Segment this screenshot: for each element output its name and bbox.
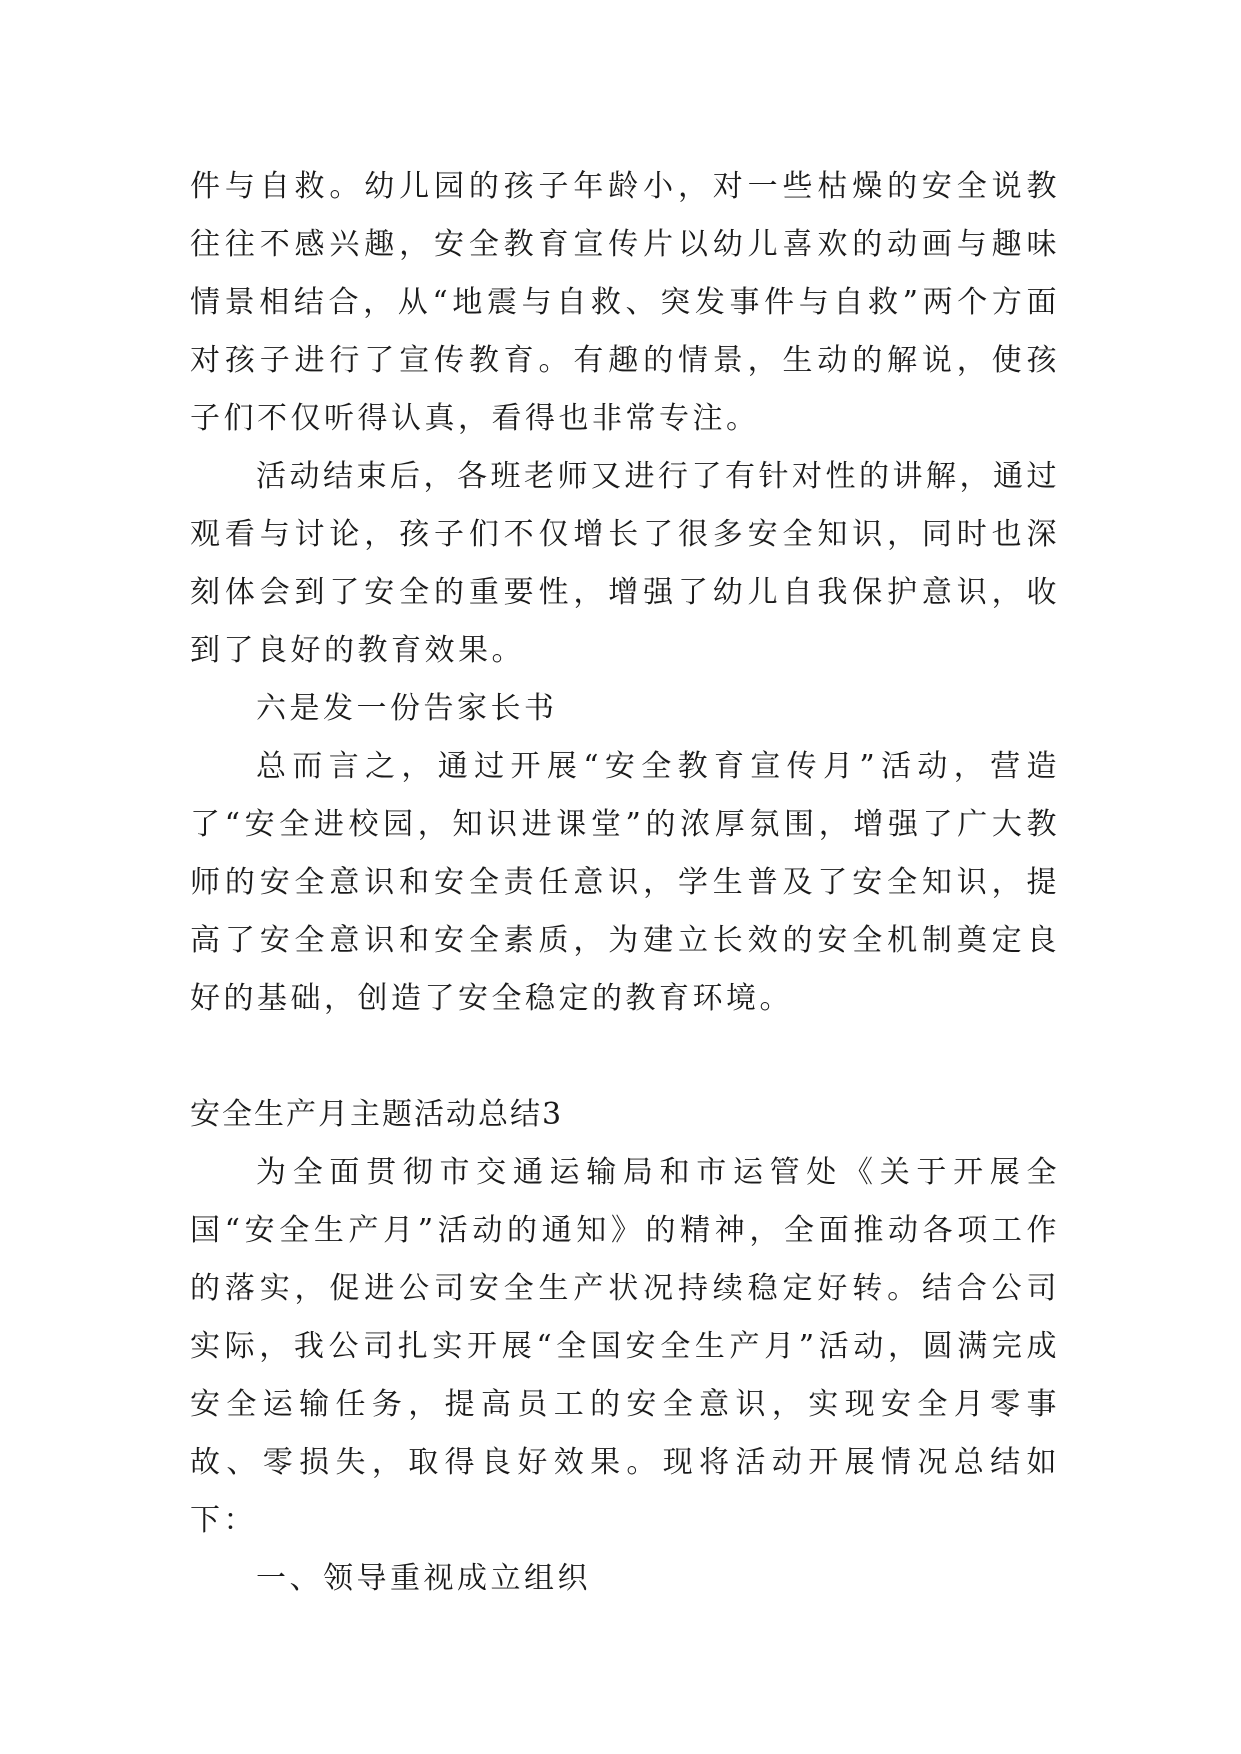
paragraph-intro: 为全面贯彻市交通运输局和市运管处《关于开展全国“安全生产月”活动的通知》的精神，全面推动各项工作的落实，促进公司安全生产状况持续稳定好转。结合公司实际，我公司扎实开展“全国安全生产月”活动，圆满完成安全运输任务，提高员工的安全意识，实现安全月零事故、零损失，取得良好效果。现将活动开展情况总结如下：: [190, 1155, 1060, 1538]
document-page: [190, 158, 1060, 1608]
paragraph-summary: 总而言之，通过开展“安全教育宣传月”活动，营造了“安全进校园，知识进课堂”的浓厚氛围，增强了广大教师的安全意识和安全责任意识，学生普及了安全知识，提高了安全意识和安全素质，为建立长效的安全机制奠定良好的基础，创造了安全稳定的教育环境。: [190, 749, 1060, 1016]
section-title: 安全生产月主题活动总结3: [190, 1097, 564, 1132]
paragraph-continuation: 件与自救。幼儿园的孩子年龄小，对一些枯燥的安全说教往往不感兴趣，安全教育宣传片以幼儿喜欢的动画与趣味情景相结合，从“地震与自救、突发事件与自救”两个方面对孩子进行了宣传教育。有趣的情景，生动的解说，使孩子们不仅听得认真，看得也非常专注。: [190, 169, 1060, 436]
heading-leadership: 一、领导重视成立组织: [256, 1561, 591, 1596]
item-parent-letter: 六是发一份告家长书: [256, 691, 558, 726]
paragraph-activity-end: 活动结束后，各班老师又进行了有针对性的讲解，通过观看与讨论，孩子们不仅增长了很多安全知识，同时也深刻体会到了安全的重要性，增强了幼儿自我保护意识，收到了良好的教育效果。: [190, 459, 1060, 668]
